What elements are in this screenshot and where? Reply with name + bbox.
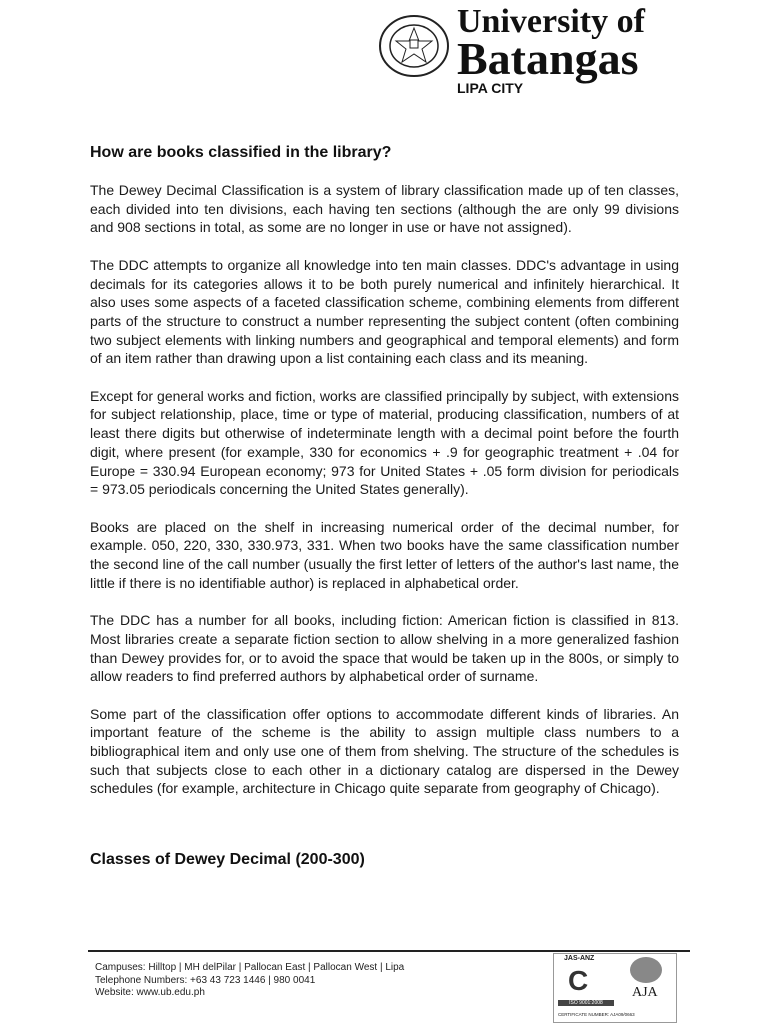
jas-anz-logo: C: [568, 965, 589, 996]
paragraph: Books are placed on the shelf in increasing numerical order of the decimal number, for example. 050, 220, 330, 330.973, 331. When two books have the same classification number the second line of the call number (usually the first letter of letters of the author's last name, the little if there is no identifiable author) is replaced in alphabetical order.: [90, 518, 679, 591]
certificate-number: CERTIFICATE NUMBER: AJA09/0663: [558, 1012, 635, 1017]
section-heading: Classes of Dewey Decimal (200-300): [90, 851, 365, 869]
footer-website[interactable]: Website: www.ub.edu.ph: [95, 987, 205, 998]
section-heading: How are books classified in the library?: [90, 144, 392, 161]
paragraph: Except for general works and fiction, works are classified principally by subject, with extensions for subject relationship, place, time or type of material, producing classification, numbers of at least there digits but otherwise of indeterminate length with a decimal point before the fourth digit, where present (for example, 330 for economics + .9 for geographic treatment + .04 for Europe = 330.94 European economy; 973 for United States + .05 form division for periodicals = 973.05 periodicals concerning the United States generally).: [90, 387, 679, 498]
footer-phone: Telephone Numbers: +63 43 723 1446 | 980 0041: [95, 974, 316, 986]
iso-label: ISO 9001:2008: [558, 1000, 614, 1006]
certification-badge: [553, 953, 677, 1023]
paragraph: Some part of the classification offer options to accommodate different kinds of libraries. An important feature of the scheme is the ability to assign multiple class numbers to a bibliographical item and only use one of them from shelving. The structure of the schedules is such that subjects close to each other in a dictionary catalog are dispersed in the Dewey schedules (for example, architecture in Chicago quite separate from geography of Chicago).: [90, 705, 679, 797]
paragraph: The DDC attempts to organize all knowledge into ten main classes. DDC's advantage in using decimals for its categories allows it to be both purely numerical and infinitely hierarchical. It also uses some aspects of a faceted classification scheme, combining elements from different parts of the structure to construct a number representing the subject content (often combining two subject elements with linking numbers and geographical and temporal elements) and form of an item rather than drawing upon a list containing each class and its meaning.: [90, 256, 679, 367]
footer-divider: [88, 950, 690, 952]
footer-campuses: Campuses: Hilltop | MH delPilar | Pallocan East | Pallocan West | Lipa: [95, 962, 405, 973]
university-name-line1: University of: [457, 3, 645, 40]
aja-globe-icon: [630, 957, 662, 983]
paragraph: The DDC has a number for all books, including fiction: American fiction is classified in 813. Most libraries create a separate fiction section to allow shelving in a more generalized fashion than Dewey provides for, or to avoid the space that would be taken up in the 800s, or simply to allow readers to find preferred authors by alphabetical order of surname.: [90, 612, 679, 685]
campus-city: LIPA CITY: [457, 80, 524, 96]
university-seal-logo: [378, 14, 450, 78]
aja-label: AJA: [632, 985, 658, 1000]
footer-contact: [95, 962, 404, 1000]
university-name-line2: Batangas: [457, 33, 639, 84]
document-body: [90, 143, 679, 869]
paragraph: The Dewey Decimal Classification is a system of library classification made up of ten classes, each divided into ten divisions, each having ten sections (although the are only 99 divisions and 908 sections in total, as some are no longer in use or have not assigned).: [90, 182, 679, 236]
jas-anz-label: JAS-ANZ: [564, 955, 595, 962]
